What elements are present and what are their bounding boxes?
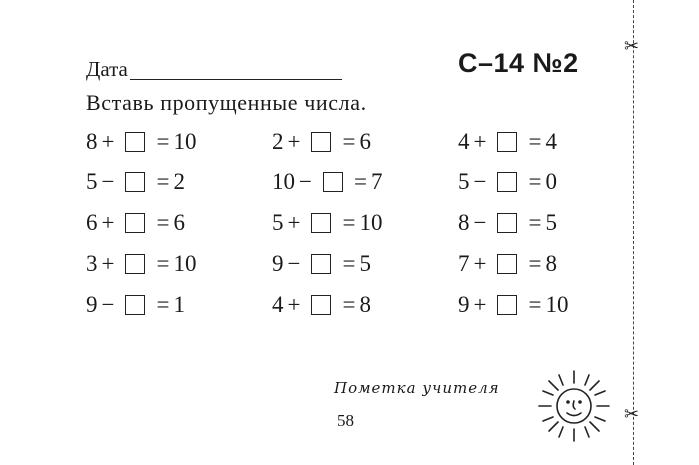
equation: [272, 209, 382, 237]
date-row: [86, 54, 342, 80]
answer-box[interactable]: [125, 172, 145, 192]
equals-sign: =: [156, 251, 170, 276]
equation: [458, 128, 557, 156]
operator: +: [101, 129, 115, 154]
operand: 5: [86, 169, 98, 194]
equals-sign: =: [342, 129, 356, 154]
scissors-icon: ✂: [624, 404, 640, 425]
equals-sign: =: [156, 292, 170, 317]
equation: [458, 168, 557, 196]
answer-box[interactable]: [311, 132, 331, 152]
operator: −: [287, 251, 301, 276]
equation: [272, 291, 371, 319]
equals-sign: =: [528, 251, 542, 276]
operator: +: [473, 129, 487, 154]
operator: +: [101, 210, 115, 235]
sun-icon: [536, 368, 612, 444]
result: 4: [545, 129, 557, 154]
answer-box[interactable]: [311, 295, 331, 315]
result: 10: [173, 129, 197, 154]
scissors-icon: ✂: [624, 36, 640, 57]
operand: 7: [458, 251, 470, 276]
equation: [86, 291, 185, 319]
worksheet-code: С–14 №2: [458, 48, 579, 78]
operand: 9: [458, 292, 470, 317]
operand: 8: [86, 129, 98, 154]
operator: +: [287, 292, 301, 317]
equation: [458, 250, 557, 278]
operand: 5: [272, 210, 284, 235]
result: 7: [370, 169, 383, 194]
answer-box[interactable]: [125, 132, 145, 152]
result: 10: [545, 292, 569, 317]
equals-sign: =: [342, 210, 356, 235]
result: 1: [173, 292, 185, 317]
equals-sign: =: [156, 210, 170, 235]
equation: [86, 209, 185, 237]
equation: [272, 128, 371, 156]
result: 8: [545, 251, 557, 276]
operator: +: [287, 129, 301, 154]
operand: 8: [458, 210, 470, 235]
operand: 4: [272, 292, 284, 317]
equals-sign: =: [342, 251, 356, 276]
operator: −: [299, 169, 312, 194]
operator: −: [101, 169, 115, 194]
result: 5: [359, 251, 371, 276]
result: 6: [173, 210, 185, 235]
operand: 5: [458, 169, 470, 194]
result: 6: [359, 129, 371, 154]
operator: −: [473, 169, 487, 194]
date-label: Дата: [86, 57, 128, 81]
answer-box[interactable]: [311, 254, 331, 274]
result: 0: [545, 169, 557, 194]
operand: 9: [272, 251, 284, 276]
operator: +: [287, 210, 301, 235]
answer-box[interactable]: [125, 254, 145, 274]
operator: +: [473, 292, 487, 317]
operator: −: [101, 292, 115, 317]
equation: [272, 168, 382, 196]
answer-box[interactable]: [311, 213, 331, 233]
answer-box[interactable]: [497, 295, 517, 315]
operand: 9: [86, 292, 98, 317]
equation: [458, 209, 557, 237]
answer-box[interactable]: [497, 213, 517, 233]
operator: +: [473, 251, 487, 276]
equals-sign: =: [528, 129, 542, 154]
teacher-note-label: Пометка учителя: [334, 379, 500, 397]
equation: [86, 168, 185, 196]
operand: 10: [272, 169, 295, 194]
instruction-text: Вставь пропущенные числа.: [86, 90, 367, 115]
operator: −: [473, 210, 487, 235]
answer-box[interactable]: [125, 295, 145, 315]
result: 2: [173, 169, 185, 194]
result: 10: [173, 251, 197, 276]
operand: 3: [86, 251, 98, 276]
answer-box[interactable]: [323, 172, 343, 192]
operand: 4: [458, 129, 470, 154]
operand: 2: [272, 129, 284, 154]
equals-sign: =: [156, 169, 170, 194]
equals-sign: =: [528, 169, 542, 194]
answer-box[interactable]: [497, 254, 517, 274]
equation: [86, 250, 196, 278]
answer-box[interactable]: [125, 213, 145, 233]
result: 5: [545, 210, 557, 235]
equals-sign: =: [156, 129, 170, 154]
equation: [272, 250, 371, 278]
answer-box[interactable]: [497, 172, 517, 192]
operator: +: [101, 251, 115, 276]
equals-sign: =: [342, 292, 356, 317]
equals-sign: =: [528, 292, 542, 317]
operand: 6: [86, 210, 98, 235]
answer-box[interactable]: [497, 132, 517, 152]
date-input-line[interactable]: [130, 59, 342, 80]
equals-sign: =: [528, 210, 542, 235]
equation: [458, 291, 568, 319]
equation: [86, 128, 196, 156]
result: 8: [359, 292, 371, 317]
equals-sign: =: [353, 169, 367, 194]
page-number: 58: [337, 411, 354, 430]
cut-line: [633, 0, 634, 465]
result: 10: [359, 210, 383, 235]
